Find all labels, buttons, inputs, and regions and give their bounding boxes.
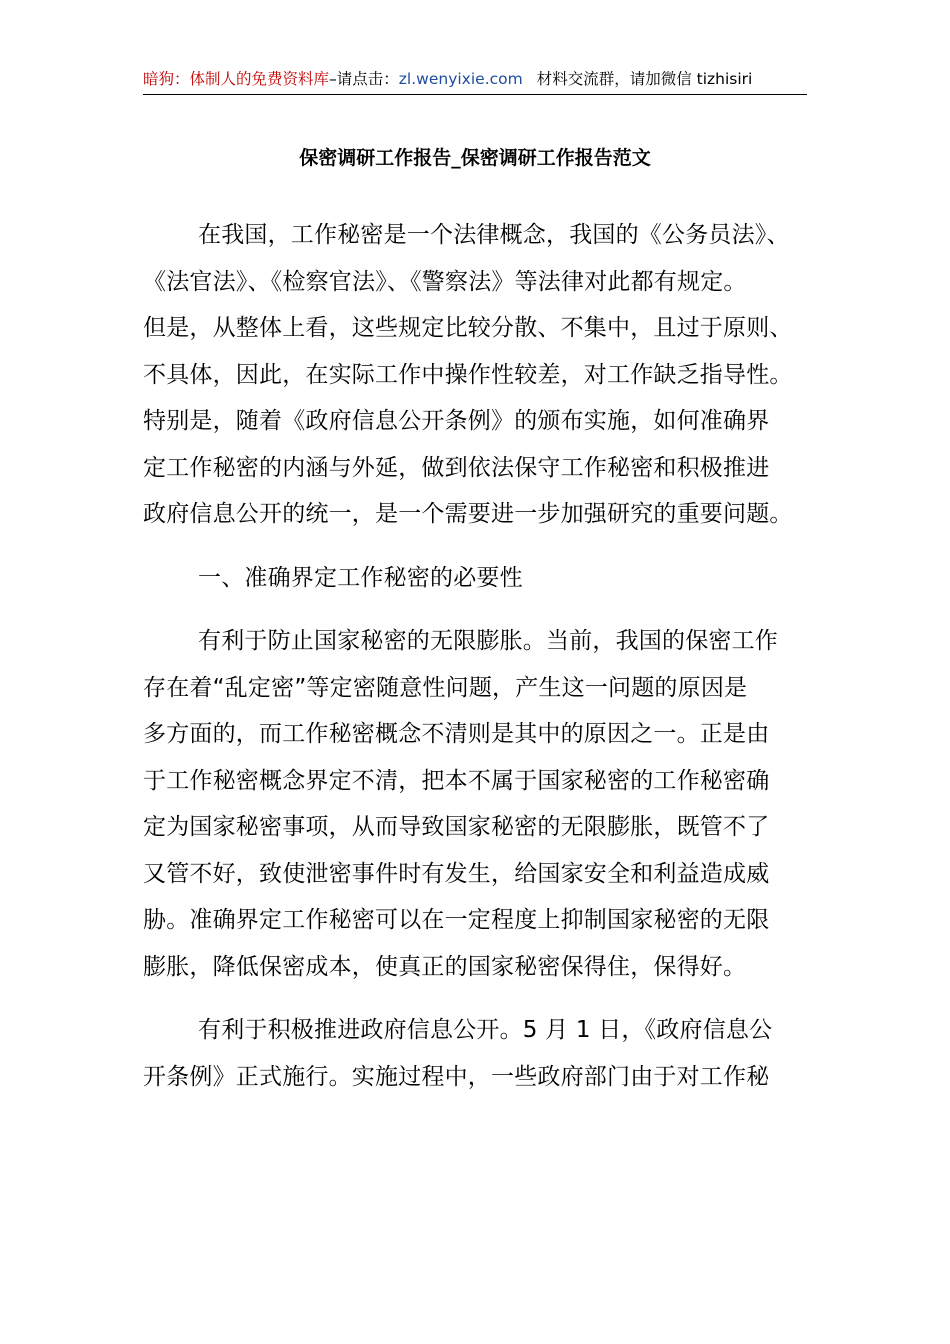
paragraph-line: 定为国家秘密事项，从而导致国家秘密的无限膨胀，既管不了 — [143, 814, 770, 840]
paragraph-line: 于工作秘密概念界定不清，把本不属于国家秘密的工作秘密确 — [143, 767, 770, 794]
header-brand: 暗狗：体制人的免费资料库 — [143, 70, 330, 88]
paragraph-line: 在我国，工作秘密是一个法律概念，我国的《公务员法》、 — [198, 222, 790, 248]
paragraph-line: 多方面的，而工作秘密概念不清则是其中的原因之一。正是由 — [143, 721, 770, 747]
paragraph-line: 有利于积极推进政府信息公开。5 月 1 日，《政府信息公 — [198, 1017, 773, 1043]
paragraph-spacer — [143, 538, 807, 555]
paragraph-spacer — [143, 601, 807, 618]
paragraph-intro — [143, 212, 807, 538]
paragraph-spacer — [143, 990, 807, 1007]
paragraph-line: 不具体，因此，在实际工作中操作性较差，对工作缺乏指导性。 — [143, 361, 793, 388]
paragraph-line: 《法官法》、《检察官法》、《警察法》等法律对此都有规定。 — [143, 268, 747, 295]
paragraph-line: 定工作秘密的内涵与外延，做到依法保守工作秘密和积极推进 — [143, 454, 770, 481]
document-title: 保密调研工作报告_保密调研工作报告范文 — [299, 147, 651, 169]
paragraph-line: 特别是，随着《政府信息公开条例》的颁布实施，如何准确界 — [143, 408, 770, 434]
paragraph-line: 有利于防止国家秘密的无限膨胀。当前，我国的保密工作 — [198, 628, 778, 654]
paragraph-line: 政府信息公开的统一，是一个需要进一步加强研究的重要问题。 — [143, 501, 793, 527]
header-link[interactable]: zl.wenyixie.com — [398, 70, 523, 88]
paragraph-line: 但是，从整体上看，这些规定比较分散、不集中，且过于原则、 — [143, 315, 793, 341]
header-contact: 材料交流群，请加微信 tizhisiri — [536, 70, 753, 88]
paragraph-line: 胁。准确界定工作秘密可以在一定程度上抑制国家秘密的无限 — [143, 907, 770, 933]
paragraph-line: 膨胀，降低保密成本，使真正的国家秘密保得住，保得好。 — [143, 953, 747, 980]
paragraph-info-disclosure — [143, 1007, 807, 1100]
paragraph-line: 存在着“乱定密”等定密随意性问题，产生这一问题的原因是 — [143, 674, 748, 701]
paragraph-line: 又管不好，致使泄密事件时有发生，给国家安全和利益造成威 — [143, 860, 770, 887]
paragraph-line: 开条例》正式施行。实施过程中，一些政府部门由于对工作秘 — [143, 1063, 770, 1090]
document-body — [143, 212, 807, 1100]
paragraph-prevent-expansion — [143, 618, 807, 990]
section-heading-text: 一、准确界定工作秘密的必要性 — [198, 564, 523, 591]
header-prompt: –请点击： — [329, 70, 399, 88]
section-heading — [143, 555, 807, 602]
page-header — [143, 66, 807, 95]
